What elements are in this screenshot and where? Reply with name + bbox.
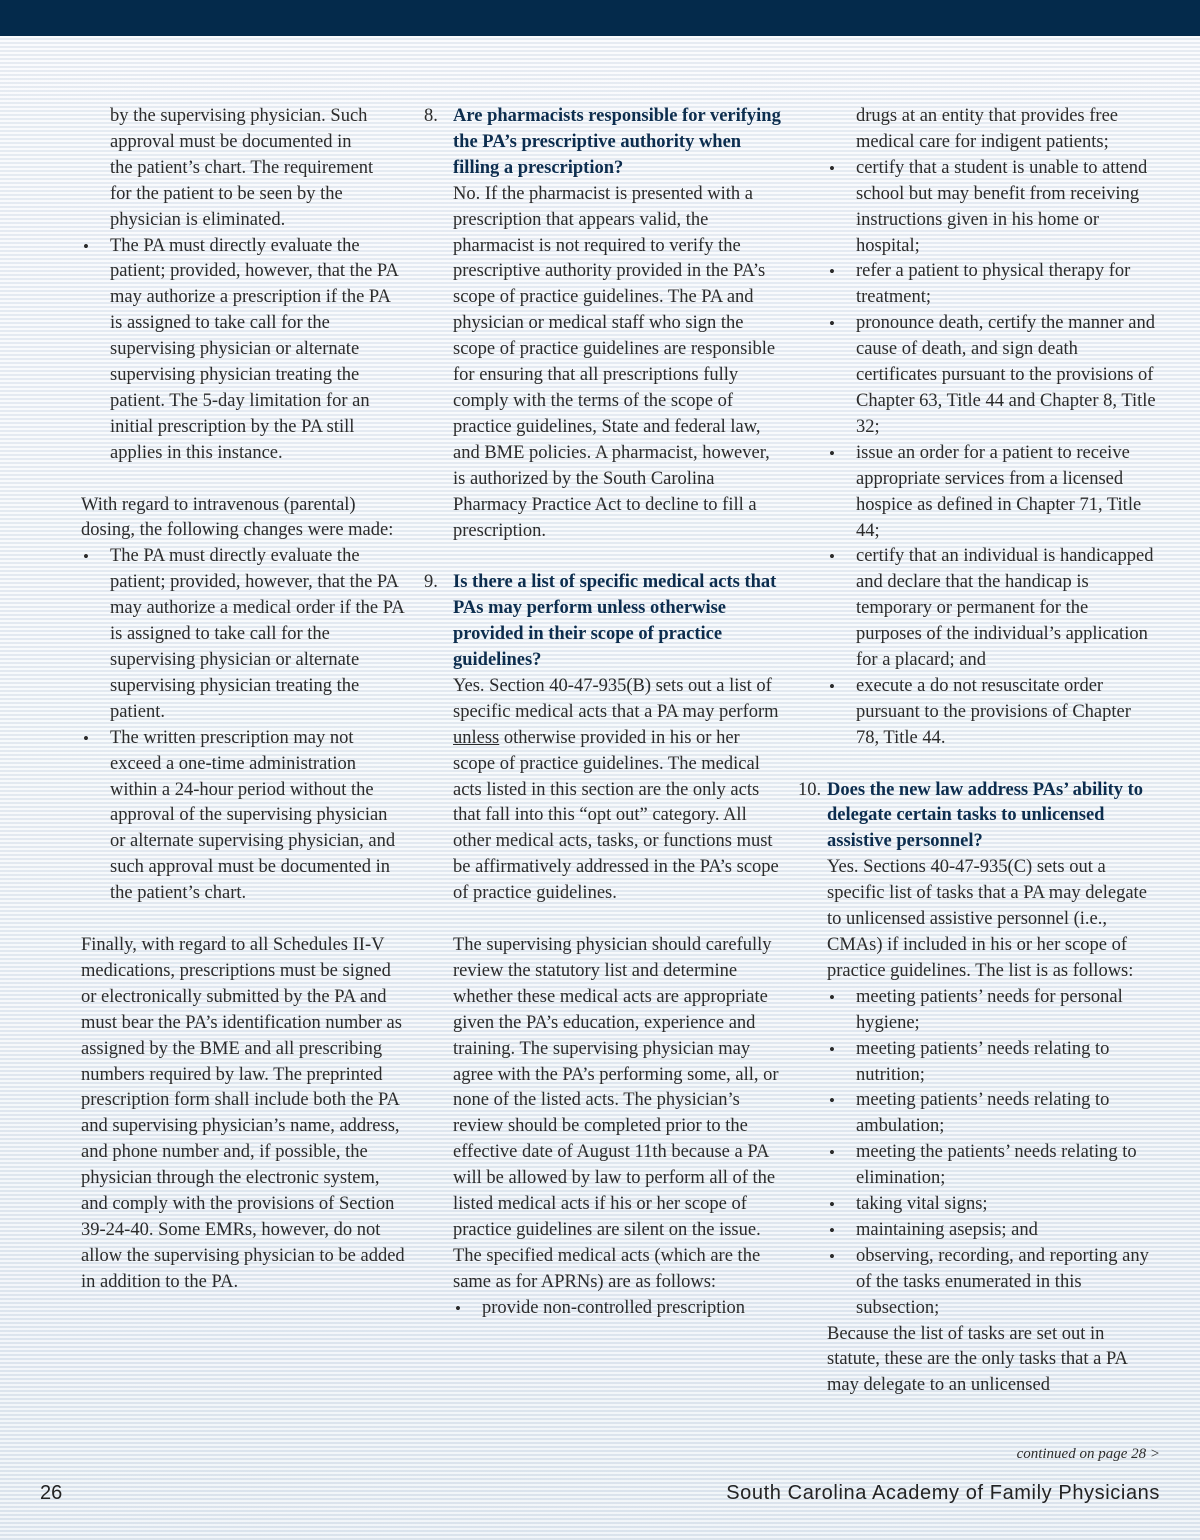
list-item: • meeting patients’ needs relating to nutrition;: [827, 1037, 1158, 1089]
faq-item-10: [798, 778, 1158, 1400]
continued-text: [798, 104, 1158, 156]
answer-text-end: otherwise provided in his or her scope of practice guidelines. The medical acts listed in this section are the only acts that fall into this “opt out” category. All other medical acts, tasks, or functions must be affirmatively addressed in the PA’s scope of practice guidelines.: [453, 727, 779, 904]
list-item: • certify that a student is unable to attend school but may benefit from receiving instructions given in his home or hospital;: [827, 156, 1158, 260]
answer-text: [453, 674, 784, 907]
text-line: physician is eliminated.: [110, 209, 286, 230]
paragraph: Finally, with regard to all Schedules II-V medications, prescriptions must be signed or electronically submitted by the PA and must bear the PA’s identification number as assigned by the BME and all prescribing numbers required by law. The preprinted prescription form shall include both the PA and supervising physician’s name, address, and phone number and, if possible, the physician through the electronic system, and comply with the provisions of Section 39-24-40. Some EMRs, however, do not allow the supervising physician to be added in addition to the PA.: [81, 934, 405, 1292]
list-item: • execute a do not resuscitate order pursuant to the provisions of Chapter 78, Title 44.: [827, 674, 1158, 752]
list-item: • meeting patients’ needs relating to ambulation;: [827, 1088, 1158, 1140]
column-3: [798, 104, 1158, 1399]
list-item: • pronounce death, certify the manner and cause of death, and sign death certificates pursuant to the provisions of Chapter 63, Title 44 and Chapter 8, Title 32;: [827, 311, 1158, 441]
bullet-list: [798, 156, 1158, 752]
continued-text: [81, 104, 406, 234]
list-item: • provide non-controlled prescription: [453, 1296, 784, 1322]
bullet-list: [81, 234, 406, 467]
text-line: medical care for indigent patients;: [856, 131, 1109, 152]
faq-item-9: [424, 570, 784, 907]
list-item: • issue an order for a patient to receive appropriate services from a licensed hospice as defined in Chapter 71, Title 44;: [827, 441, 1158, 545]
text-line: the patient’s chart. The requirement: [110, 157, 374, 178]
question-number: 10.: [798, 779, 822, 800]
text-line: drugs at an entity that provides free: [856, 106, 1118, 126]
list-item: • meeting the patients’ needs relating to elimination;: [827, 1140, 1158, 1192]
answer-text: Yes. Sections 40-47-935(C) sets out a specific list of tasks that a PA may delegate to unlicensed assistive personnel (i.e., CMAs) if included in his or her scope of practice guidelines. The list is as follows:: [827, 857, 1147, 981]
answer-text-start: Yes. Section 40-47-935(B) sets out a list of specific medical acts that a PA may perform: [453, 675, 779, 722]
list-item: • The PA must directly evaluate the patient; provided, however, that the PA may authorize a prescription if the PA is assigned to take call for the supervising physician or alternate supervising physician treating the patient. The 5-day limitation for an initial prescription by the PA still applies in this instance.: [81, 234, 406, 467]
question-heading: Is there a list of specific medical acts that PAs may perform unless otherwise provided in their scope of practice guidelines?: [453, 572, 777, 671]
list-item: • The written prescription may not exceed a one-time administration within a 24-hour period without the approval of the supervising physician or alternate supervising physician, and such approval must be documented in the patient’s chart.: [81, 726, 406, 907]
top-banner: [0, 0, 1200, 36]
faq-item-8: [424, 104, 784, 544]
paragraph: The supervising physician should carefully review the statutory list and determine whether these medical acts are appropriate given the PA’s education, experience and training. The supervising physician may agree with the PA’s performing some, all, or none of the listed acts. The physician’s review should be completed prior to the effective date of August 11th because a PA will be allowed by law to perform all of the listed medical acts if his or her scope of practice guidelines are silent on the issue.: [453, 934, 779, 1240]
paragraph: With regard to intravenous (parental) dosing, the following changes were made:: [81, 494, 394, 541]
task-list: [827, 985, 1158, 1322]
bullet-list: [453, 1296, 784, 1322]
continued-note: continued on page 28 >: [1016, 1446, 1160, 1462]
question-number: 9.: [424, 572, 438, 593]
page-number: 26: [40, 1482, 63, 1504]
list-item: • The PA must directly evaluate the patient; provided, however, that the PA may authorize a medical order if the PA is assigned to take call for the supervising physician or alternate supervising physician treating the patient.: [81, 544, 406, 725]
column-1: [81, 104, 406, 1296]
list-item: • certify that an individual is handicapped and declare that the handicap is temporary or permanent for the purposes of the individual’s application for a placard; and: [827, 544, 1158, 674]
footer-publication-title: South Carolina Academy of Family Physicians: [726, 1482, 1160, 1504]
text-line: by the supervising physician. Such: [110, 106, 368, 126]
bullet-list: [81, 544, 406, 907]
list-item: • taking vital signs;: [827, 1192, 1158, 1218]
text-line: for the patient to be seen by the: [110, 183, 343, 204]
list-item: • observing, recording, and reporting any of the tasks enumerated in this subsection;: [827, 1244, 1158, 1322]
column-2: [424, 104, 784, 1322]
question-heading: Does the new law address PAs’ ability to delegate certain tasks to unlicensed assistive personnel?: [827, 779, 1144, 852]
list-item: • meeting patients’ needs for personal hygiene;: [827, 985, 1158, 1037]
text-line: approval must be documented in: [110, 131, 352, 152]
underlined-word: unless: [453, 727, 500, 748]
paragraph: Because the list of tasks are set out in statute, these are the only tasks that a PA may delegate to an unlicensed: [827, 1323, 1127, 1396]
paragraph: The specified medical acts (which are the same as for APRNs) are as follows:: [453, 1245, 761, 1292]
list-item: • maintaining asepsis; and: [827, 1218, 1158, 1244]
question-number: 8.: [424, 106, 438, 126]
list-item: • refer a patient to physical therapy for treatment;: [827, 259, 1158, 311]
question-heading: Are pharmacists responsible for verifying the PA’s prescriptive authority when filling a prescription?: [453, 106, 781, 178]
answer-text: No. If the pharmacist is presented with a prescription that appears valid, the pharmacist is not required to verify the prescriptive authority provided in the PA’s scope of practice guidelines. The PA and physician or medical staff who sign the scope of practice guidelines are responsible for ensuring that all prescriptions fully comply with the terms of the scope of practice guidelines, State and federal law, and BME policies. A pharmacist, however, is authorized by the South Carolina Pharmacy Practice Act to decline to fill a prescription.: [453, 183, 776, 541]
